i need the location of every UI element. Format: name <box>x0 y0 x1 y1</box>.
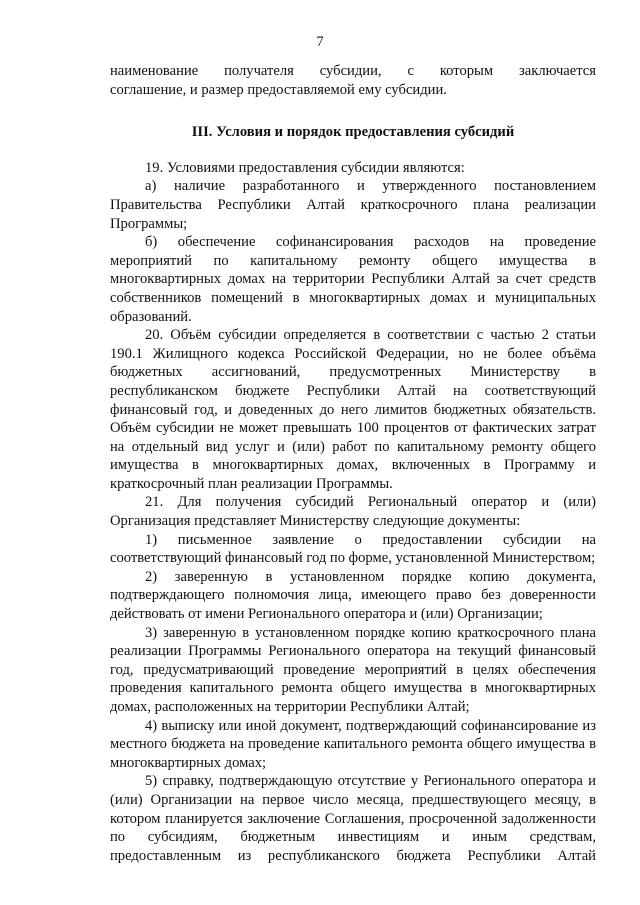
section-heading: III. Условия и порядок предоставления субсидий <box>191 124 515 141</box>
item-21-3: 3) заверенную в установленном порядке копию краткосрочного плана реализации Программы Регионального оператора на текущий финансовый год, предусматривающий проведение мероприятий в целях обеспечения проведения капитального ремонта общего имущества в многоквартирных домах, расположенных на территории Республики Алтай; <box>110 624 596 715</box>
item-19a: а) наличие разработанного и утвержденного постановлением Правительства Республики Алтай краткосрочного плана реализации Программы; <box>110 178 596 232</box>
item-21-4: 4) выписку или иной документ, подтверждающий софинансирование из местного бюджета на проведение капитального ремонта общего имущества в многоквартирных домах; <box>110 717 596 771</box>
document-body <box>110 62 596 865</box>
intro-line-2: соглашение, и размер предоставляемой ему субсидии. <box>110 81 447 98</box>
intro-line-1: наименование получателя субсидии, с которым заключается <box>110 63 596 79</box>
paragraph-21: 21. Для получения субсидий Региональный оператор и (или) Организация представляет Министерству следующие документы: <box>110 494 596 530</box>
item-21-5: 5) справку, подтверждающую отсутствие у Регионального оператора и (или) Организации на первое число месяца, предшествующего месяцу, в котором планируется заключение Соглашения, просроченной задолженности по субсидиям, бюджетным инвестициям и иным средствам, предоставленным из республиканского бюджета Республики Алтай <box>110 773 596 864</box>
item-21-2: 2) заверенную в установленном порядке копию документа, подтверждающего полномочия лица, имеющего право без доверенности действовать от имени Регионального оператора и (или) Организации; <box>110 568 596 623</box>
item-19b: б) обеспечение софинансирования расходов на проведение мероприятий по капитальному ремонту общего имущества в многоквартирных домах на территории Республики Алтай за счет средств собственников помещений в многоквартирных домах и муниципальных образований. <box>110 234 596 325</box>
paragraph-19: 19. Условиями предоставления субсидии являются: <box>145 159 465 176</box>
paragraph-20: 20. Объём субсидии определяется в соответствии с частью 2 статьи 190.1 Жилищного кодекса Российской Федерации, но не более объёма бюджетных ассигнований, предусмотренных Министерству в республиканском бюджете Республики Алтай на соответствующий финансовый год, и доведенных до него лимитов бюджетных обязательств. Объём субсидии не может превышать 100 процентов от фактических затрат на отдельный вид услуг и (или) работ по капитальному ремонту общего имущества в многоквартирных домах, включенных в Программу и краткосрочный план реализации Программы. <box>110 327 596 492</box>
item-21-1: 1) письменное заявление о предоставлении субсидии на соответствующий финансовый год по форме, установленной Министерством; <box>110 531 596 567</box>
page-number: 7 <box>316 34 324 50</box>
